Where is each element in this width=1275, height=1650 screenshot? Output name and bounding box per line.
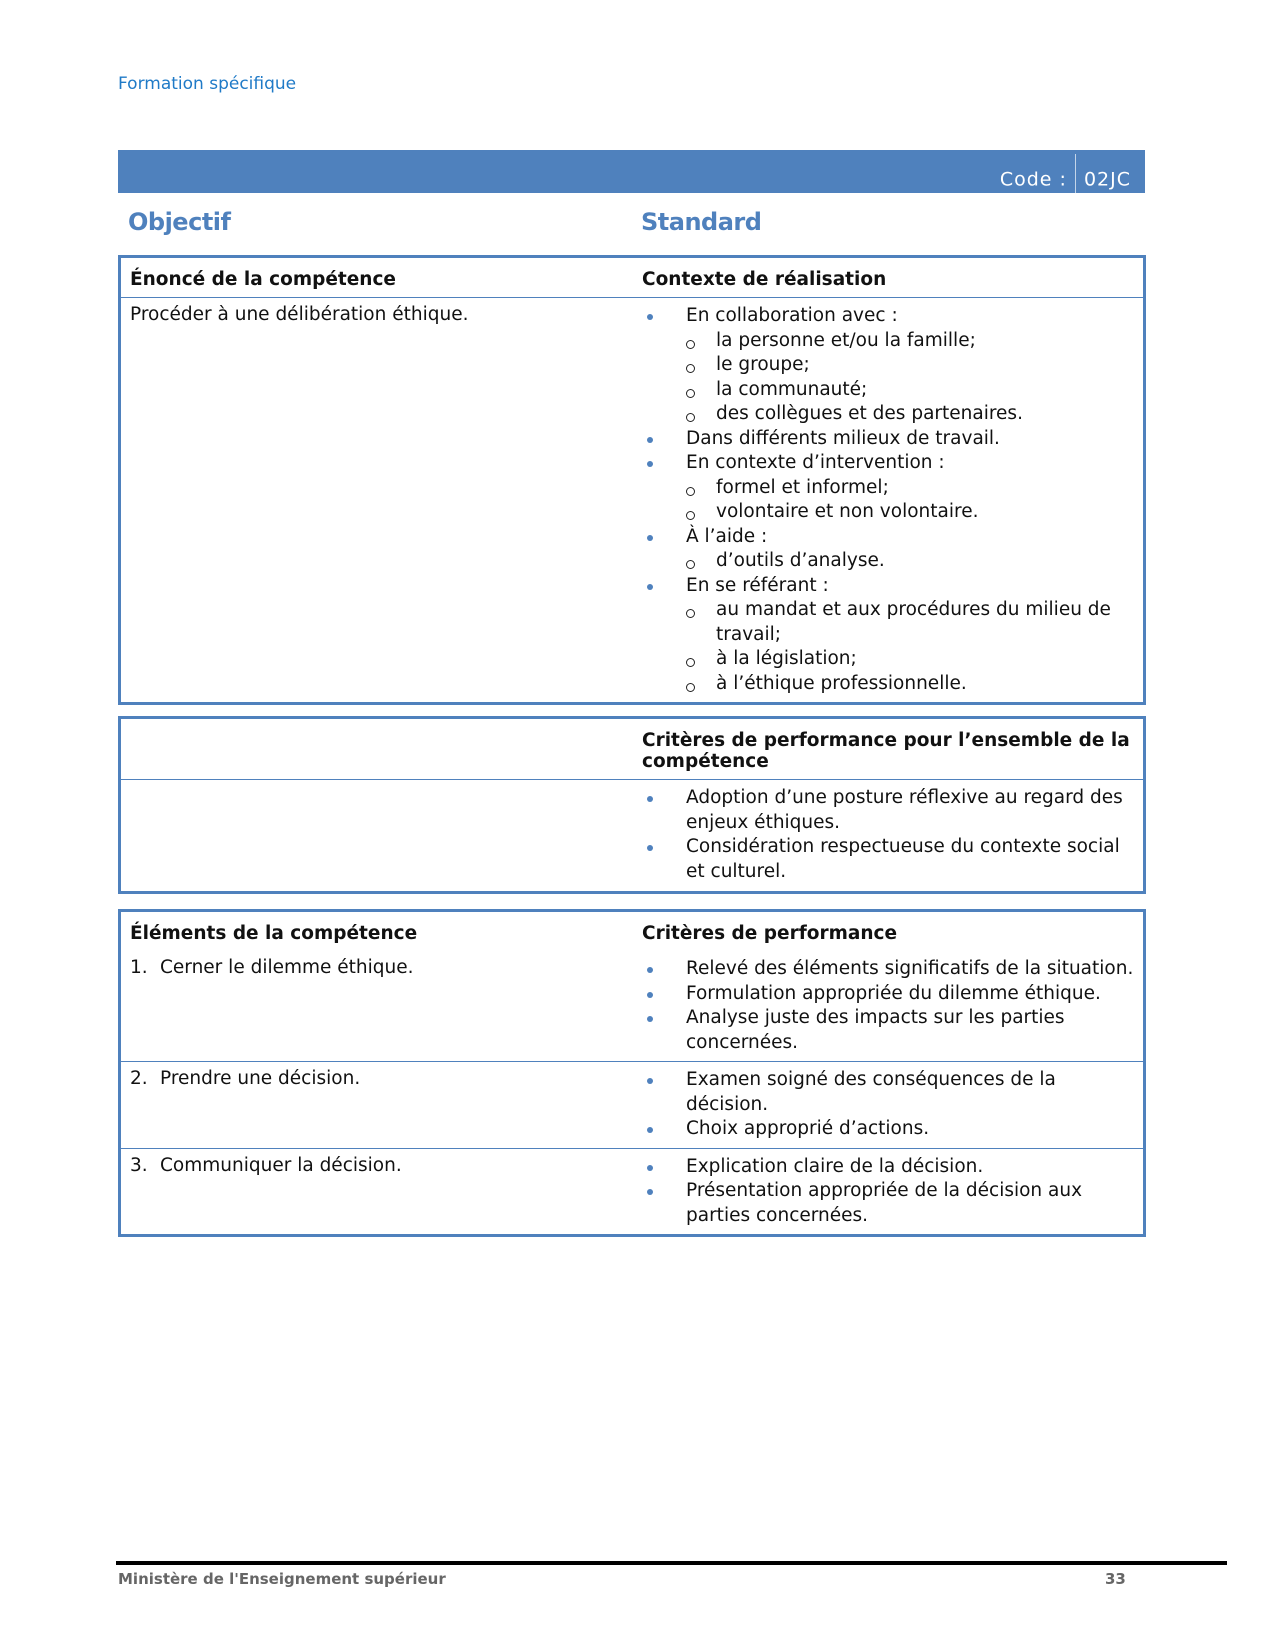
list-item: Analyse juste des impacts sur les parties concernées. [642, 1006, 1134, 1055]
criteria-list [642, 957, 1134, 1055]
list-item: Considération respectueuse du contexte social et culturel. [642, 835, 1134, 884]
criteria-list [642, 1068, 1134, 1142]
sub-list-item: à l’éthique professionnelle. [642, 672, 1134, 697]
list-item: En se référant : [642, 574, 1134, 599]
course-code [1000, 160, 1131, 200]
list-item: Adoption d’une posture réflexive au regard des enjeux éthiques. [642, 786, 1134, 835]
code-value: 02JC [1083, 168, 1131, 191]
criteres-ensemble-header: Critères de performance pour l’ensemble de la compétence [633, 718, 1145, 780]
sub-list-item: le groupe; [642, 353, 1134, 378]
table-row [120, 951, 1145, 1062]
criteres-ensemble-list [642, 786, 1134, 884]
sub-list-item: la communauté; [642, 378, 1134, 403]
contexte-list [642, 304, 1134, 696]
table-row [120, 1062, 1145, 1149]
element-text: Communiquer la décision. [160, 1154, 402, 1176]
footer-ministry: Ministère de l'Enseignement supérieur [118, 1570, 446, 1588]
list-item: En contexte d’intervention : [642, 451, 1134, 476]
element-cell [120, 1148, 634, 1236]
code-bar [118, 150, 1145, 193]
list-item: À l’aide : [642, 525, 1134, 550]
code-label: Code : [999, 168, 1067, 191]
criteria-cell [633, 1062, 1145, 1149]
objectif-heading: Objectif [128, 208, 231, 236]
criteria-list [642, 1155, 1134, 1229]
criteria-cell [633, 951, 1145, 1062]
page-number: 33 [1105, 1570, 1126, 1588]
sub-list-item: à la législation; [642, 647, 1134, 672]
sub-list-item: d’outils d’analyse. [642, 549, 1134, 574]
divider [1075, 154, 1076, 194]
sub-list-item: formel et informel; [642, 476, 1134, 501]
element-number: 2. [130, 1068, 148, 1089]
criteres-ensemble-table [118, 716, 1146, 894]
footer-rule [116, 1561, 1227, 1565]
enonce-table [118, 255, 1146, 705]
element-text: Cerner le dilemme éthique. [160, 957, 414, 978]
sub-list-item: la personne et/ou la famille; [642, 329, 1134, 354]
element-text: Prendre une décision. [160, 1068, 361, 1089]
list-item: Présentation appropriée de la décision aux parties concernées. [642, 1179, 1134, 1228]
enonce-header: Énoncé de la compétence [120, 257, 634, 298]
list-item: En collaboration avec : [642, 304, 1134, 329]
list-item: Dans différents milieux de travail. [642, 427, 1134, 452]
enonce-text: Procéder à une délibération éthique. [130, 304, 469, 325]
element-number: 1. [130, 957, 148, 978]
list-item: Formulation appropriée du dilemme éthique. [642, 982, 1134, 1007]
contexte-header: Contexte de réalisation [633, 257, 1145, 298]
sub-list-item: des collègues et des partenaires. [642, 402, 1134, 427]
elements-table [118, 909, 1146, 1237]
list-item: Relevé des éléments significatifs de la situation. [642, 957, 1134, 982]
empty-cell [120, 718, 634, 780]
list-item: Explication claire de la décision. [642, 1155, 1134, 1180]
list-item: Examen soigné des conséquences de la décision. [642, 1068, 1134, 1117]
list-item: Choix approprié d’actions. [642, 1117, 1134, 1142]
table-row [120, 1148, 1145, 1236]
sub-list-item: au mandat et aux procédures du milieu de travail; [642, 598, 1134, 647]
sub-list-item: volontaire et non volontaire. [642, 500, 1134, 525]
criteria-cell [633, 1148, 1145, 1236]
empty-cell [120, 780, 634, 893]
elements-header: Éléments de la compétence [130, 923, 418, 944]
element-cell [120, 951, 634, 1062]
element-cell [120, 1062, 634, 1149]
standard-heading: Standard [641, 208, 762, 236]
element-number: 3. [130, 1154, 148, 1176]
criteres-header: Critères de performance [642, 923, 898, 944]
running-header: Formation spécifique [118, 74, 297, 94]
